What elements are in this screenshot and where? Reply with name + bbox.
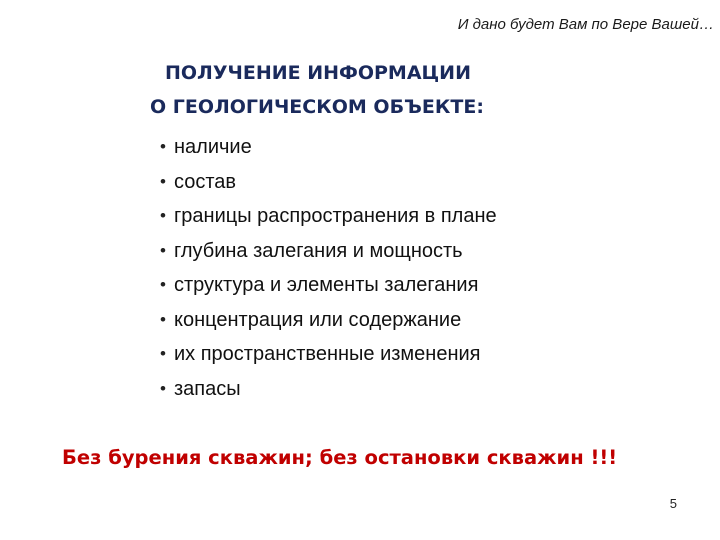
bullet-icon: • — [160, 240, 166, 260]
slide-title — [0, 56, 720, 124]
bullet-icon: • — [160, 137, 166, 156]
list-item — [160, 201, 497, 236]
list-item — [160, 132, 497, 167]
footer-note: Без бурения скважин; без остановки скважин !!! — [62, 446, 618, 469]
header-quote: И дано будет Вам по Вере Вашей… — [457, 16, 714, 33]
bullet-icon: • — [160, 171, 166, 191]
list-item-text: наличие — [174, 136, 252, 158]
bullet-icon: • — [160, 309, 166, 329]
list-item — [160, 305, 497, 340]
slide-title-line-1: ПОЛУЧЕНИЕ ИНФОРМАЦИИ — [165, 62, 471, 84]
list-item — [160, 374, 497, 409]
list-item-text: структура и элементы залегания — [174, 274, 479, 296]
list-item-text: запасы — [174, 377, 241, 400]
bullet-icon: • — [160, 378, 166, 398]
bullet-icon: • — [160, 275, 166, 294]
list-item — [160, 270, 497, 305]
list-item-text: их пространственные изменения — [174, 343, 481, 365]
list-item-text: глубина залегания и мощность — [174, 239, 463, 262]
list-item-text: границы распространения в плане — [174, 205, 497, 227]
slide-title-line-2: О ГЕОЛОГИЧЕСКОМ ОБЪЕКТЕ: — [150, 96, 484, 118]
list-item — [160, 167, 497, 202]
bullet-icon: • — [160, 206, 166, 225]
list-item-text: состав — [174, 170, 237, 193]
list-item-text: концентрация или содержание — [174, 308, 462, 331]
bullet-list — [160, 132, 497, 408]
list-item — [160, 236, 497, 271]
bullet-icon: • — [160, 344, 166, 363]
page-number: 5 — [669, 496, 677, 511]
list-item — [160, 339, 497, 374]
